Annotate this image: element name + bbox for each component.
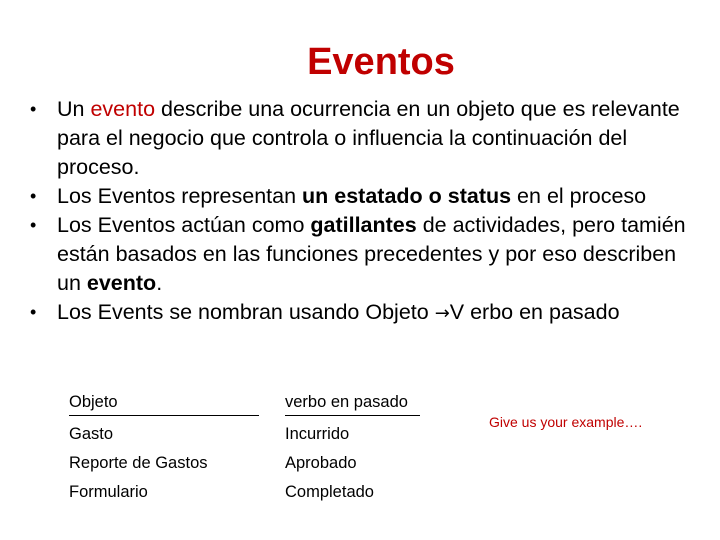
table-cell: Formulario: [69, 483, 148, 501]
bullet-item: [27, 182, 702, 211]
bullet-text: de actividades, pero tamién están basados en las funciones precedentes y por eso describen un: [57, 213, 686, 295]
table-cell: Reporte de Gastos: [69, 454, 208, 472]
table-cell: Completado: [285, 483, 374, 501]
bullet-item: [27, 211, 702, 298]
bullet-list: [27, 95, 702, 328]
right-arrow-icon: →: [434, 303, 450, 324]
bullet-text: Un: [57, 97, 91, 121]
bullet-text: describe una ocurrencia en un objeto que es relevante para el negocio que controla o influencia la continuación del proceso.: [57, 97, 680, 179]
bullet-item: [27, 298, 702, 328]
table-column-verb: [285, 390, 425, 507]
bullet-text: Los Eventos representan: [57, 184, 303, 208]
table-column-object: [69, 390, 259, 507]
highlight-word: evento: [90, 97, 156, 121]
bold-text: gatillantes: [310, 213, 417, 237]
bullet-text: .: [156, 271, 163, 295]
table-cell: Incurrido: [285, 425, 350, 443]
example-prompt: Give us your example….: [489, 414, 643, 430]
bold-text: un estatado o status: [302, 184, 512, 208]
table-header: verbo en pasado: [285, 390, 420, 416]
table-header: Objeto: [69, 390, 259, 416]
bullet-text: Los Events se nombran usando Objeto: [57, 300, 435, 324]
table-cell: Gasto: [69, 425, 114, 443]
bullet-icon: •: [30, 99, 37, 119]
bullet-text: V erbo en pasado: [449, 300, 620, 324]
bold-text: evento: [86, 271, 157, 295]
bullet-text: en el proceso: [511, 184, 647, 208]
bullet-icon: •: [30, 215, 37, 235]
bullet-icon: •: [30, 302, 37, 322]
bullet-text: Los Eventos actúan como: [57, 213, 311, 237]
bullet-item: [27, 95, 702, 182]
bullet-icon: •: [30, 186, 37, 206]
slide-title: Eventos: [307, 41, 455, 83]
table-cell: Aprobado: [285, 454, 357, 472]
